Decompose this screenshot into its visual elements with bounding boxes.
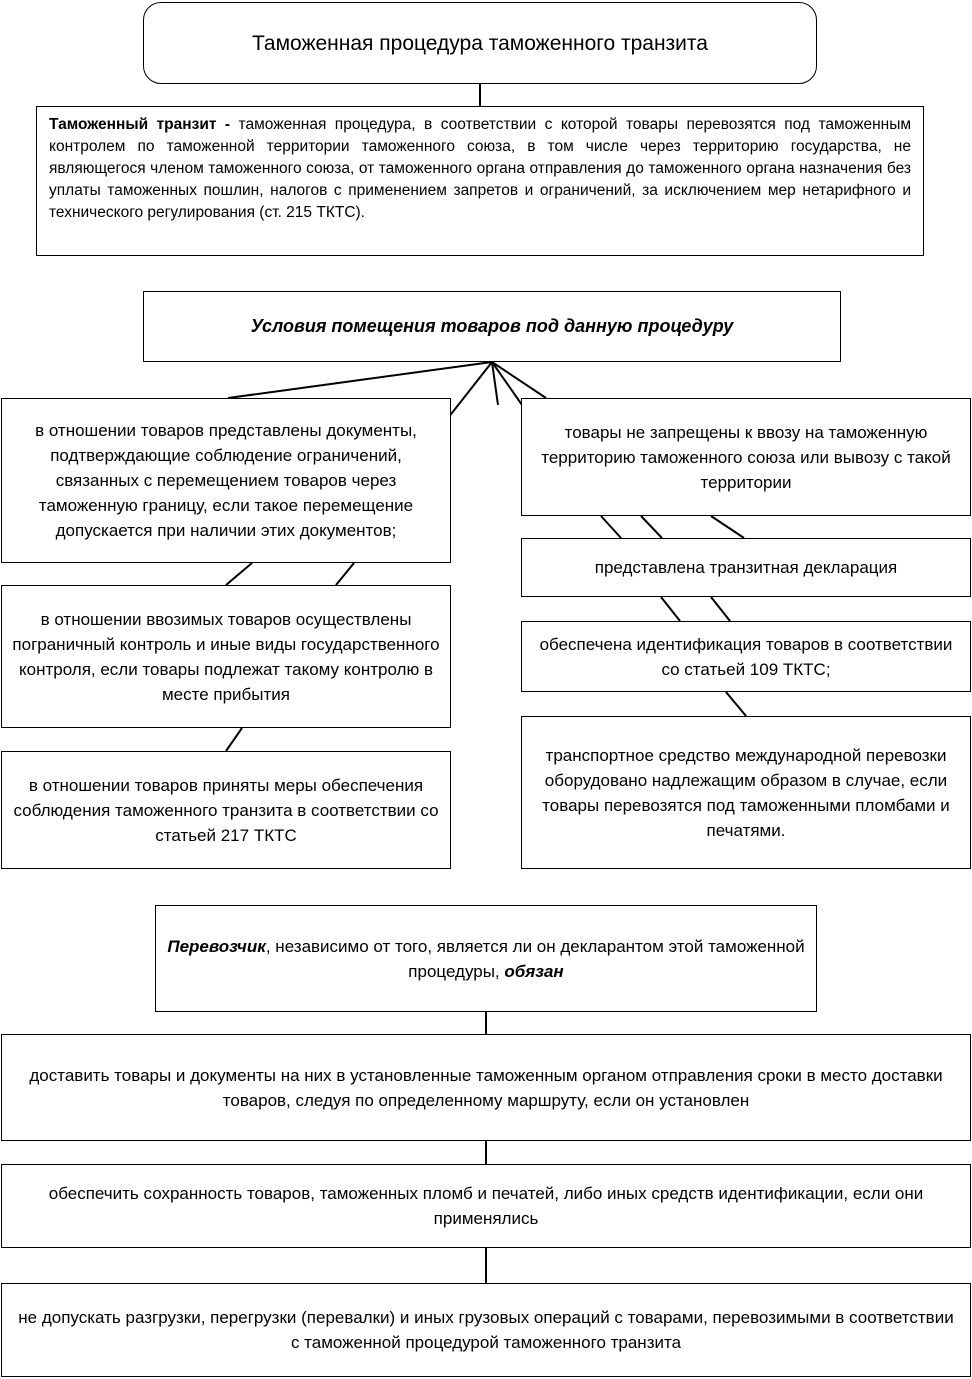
connector-header-left2: [448, 362, 492, 418]
conditions-header-text: Условия помещения товаров под данную процедуру: [250, 316, 734, 336]
condition-left-2: [1, 585, 451, 728]
condition-right-1: [521, 398, 971, 516]
duty-2-text: обеспечить сохранность товаров, таможенных пломб и печатей, либо иных средств идентификации, если они применялись: [48, 1184, 924, 1228]
condition-left-2-text: в отношении ввозимых товаров осуществлены пограничный контроль и иные виды государственного контроля, если товары подлежат такому контролю в месте прибытия: [12, 609, 440, 704]
duty-1-text: доставить товары и документы на них в установленные таможенным органом отправления сроки в место доставки товаров, следуя по определенному маршруту, если он установлен: [29, 1065, 943, 1110]
definition-box: [36, 106, 924, 256]
condition-left-1-text: в отношении товаров представлены документы, подтверждающие соблюдение ограничений, связанных с перемещением товаров через таможенную границу, если такое перемещение допускается при наличии этих документов;: [35, 421, 417, 540]
connector-right-3-4: [726, 692, 746, 716]
definition-text: таможенная процедура, в соответствии с которой товары перевозятся под таможенным контролем по таможенной территории таможенного союза, в том числе через территорию государства, не являющегося членом таможенного союза, от таможенного органа отправления до таможенного органа назначения без уплаты таможенных пошлин, налогов с применением запретов и ограничений, за исключением мер нетарифного и технического регулирования (ст. 215 ТКТС).: [49, 116, 911, 221]
carrier-tail: обязан: [504, 961, 564, 981]
connector-header-left1: [228, 362, 492, 398]
condition-right-3: [521, 621, 971, 692]
condition-right-2: [521, 538, 971, 597]
connector-right-1-2a: [601, 516, 621, 538]
carrier-lead: Перевозчик: [167, 936, 266, 956]
duty-2: [1, 1164, 971, 1248]
diagram-title-text: Таможенная процедура таможенного транзита: [252, 31, 708, 55]
connector-right-1-2c: [711, 516, 744, 538]
connector-header-right2: [492, 362, 546, 398]
connector-left-2-3: [226, 728, 242, 751]
condition-right-4-text: транспортное средство международной перевозки оборудовано надлежащим образом в случае, если товары перевозятся под таможенными пломбами и печатями.: [542, 745, 950, 840]
condition-left-1: [1, 398, 451, 563]
connector-right-2-3a: [661, 597, 680, 621]
definition-term: Таможенный транзит -: [49, 116, 231, 133]
carrier-box: [155, 905, 817, 1012]
carrier-text: [166, 934, 806, 984]
connector-right-2-3b: [711, 597, 730, 621]
connector-left-1-2b: [336, 563, 354, 585]
connector-right-1-2b: [641, 516, 662, 538]
duty-1: [1, 1034, 971, 1141]
duty-3: [1, 1283, 971, 1377]
condition-right-1-text: товары не запрещены к ввозу на таможенную территорию таможенного союза или вывозу с такой территории: [541, 422, 951, 492]
diagram-title: [143, 2, 817, 84]
condition-right-3-text: обеспечена идентификация товаров в соответствии со статьей 109 ТКТС;: [539, 634, 953, 679]
conditions-header: [143, 291, 841, 362]
connector-left-1-2a: [226, 563, 252, 585]
carrier-middle: , независимо от того, является ли он декларантом этой таможенной процедуры,: [265, 936, 805, 981]
condition-left-3-text: в отношении товаров приняты меры обеспечения соблюдения таможенного транзита в соответствии со статьей 217 ТКТС: [13, 775, 439, 845]
condition-left-3: [1, 751, 451, 869]
condition-right-4: [521, 716, 971, 869]
duty-3-text: не допускать разгрузки, перегрузки (перевалки) и иных грузовых операций с товарами, перевозимыми в соответствии с таможенной процедурой таможенного транзита: [18, 1308, 954, 1352]
condition-right-2-text: представлена транзитная декларация: [594, 558, 898, 577]
